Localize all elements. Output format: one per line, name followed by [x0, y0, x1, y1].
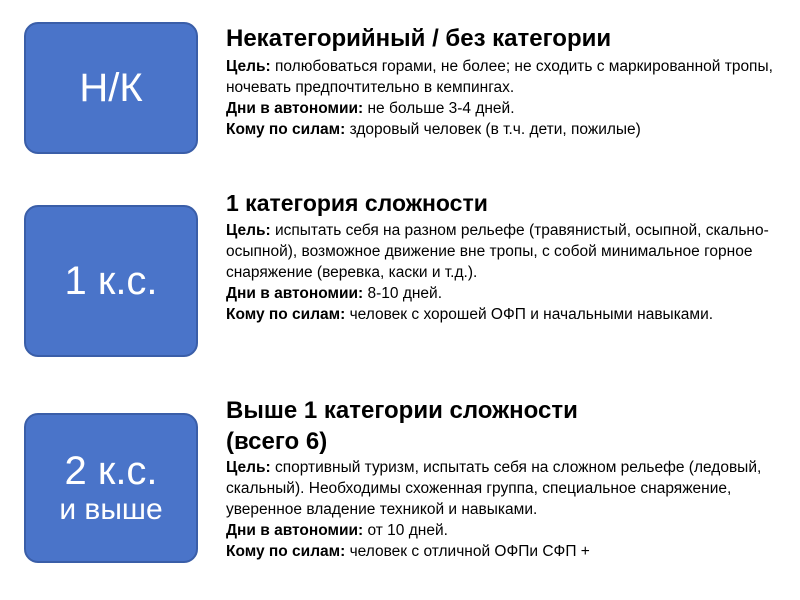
- section-nk-days-text: не больше 3-4 дней.: [363, 100, 515, 117]
- section-2ks: [226, 395, 786, 562]
- section-2ks-days-text: от 10 дней.: [363, 522, 448, 539]
- days-label: Дни в автономии:: [226, 522, 364, 539]
- who-label: Кому по силам:: [226, 543, 346, 560]
- section-2ks-who-text: человек с отличной ОФПи СФП +: [345, 543, 590, 560]
- section-1ks-goal: [226, 220, 786, 283]
- section-1ks-title: 1 категория сложности: [226, 190, 488, 216]
- section-1ks-goal-text: испытать себя на разном рельефе (травянистый, осыпной, скально-осыпной), возможное движение вне тропы, с собой минимальное горное снаряжение (веревка, каски и т.д.).: [226, 222, 769, 281]
- section-1ks-days: [226, 283, 786, 304]
- section-nk-who: [226, 119, 786, 140]
- goal-label: Цель:: [226, 459, 271, 476]
- days-label: Дни в автономии:: [226, 100, 364, 117]
- badge-2ks-label: 2 к.с.: [64, 449, 158, 493]
- badge-2ks-sublabel: и выше: [59, 493, 163, 526]
- section-nk-who-text: здоровый человек (в т.ч. дети, пожилые): [345, 121, 641, 138]
- section-2ks-title: Выше 1 категории сложности: [226, 397, 578, 424]
- section-nk-days: [226, 98, 786, 119]
- who-label: Кому по силам:: [226, 121, 346, 138]
- section-2ks-title-sub: (всего 6): [226, 428, 328, 455]
- goal-label: Цель:: [226, 58, 271, 75]
- badge-nk: [24, 22, 198, 154]
- badge-nk-label: Н/К: [79, 66, 143, 110]
- who-label: Кому по силам:: [226, 306, 346, 323]
- badge-1ks-label: 1 к.с.: [64, 259, 158, 303]
- section-2ks-goal-text: спортивный туризм, испытать себя на сложном рельефе (ледовый, скальный). Необходимы схоженная группа, специальное снаряжение, уверенное владение техникой и навыками.: [226, 459, 762, 518]
- section-2ks-goal: [226, 457, 786, 520]
- section-nk-title: Некатегорийный / без категории: [226, 25, 612, 52]
- section-2ks-days: [226, 520, 786, 541]
- badge-2ks: [24, 413, 198, 563]
- section-nk-goal-text: полюбоваться горами, не более; не сходить с маркированной тропы, ночевать предпочтительно в кемпингах.: [226, 58, 773, 96]
- section-nk-goal: [226, 56, 786, 98]
- section-1ks-days-text: 8-10 дней.: [363, 285, 443, 302]
- section-1ks: [226, 190, 786, 325]
- days-label: Дни в автономии:: [226, 285, 364, 302]
- section-2ks-who: [226, 541, 786, 562]
- goal-label: Цель:: [226, 222, 271, 239]
- section-1ks-who-text: человек с хорошей ОФП и начальными навыками.: [345, 306, 714, 323]
- section-nk: [226, 24, 786, 140]
- section-1ks-who: [226, 304, 786, 325]
- badge-1ks: [24, 205, 198, 357]
